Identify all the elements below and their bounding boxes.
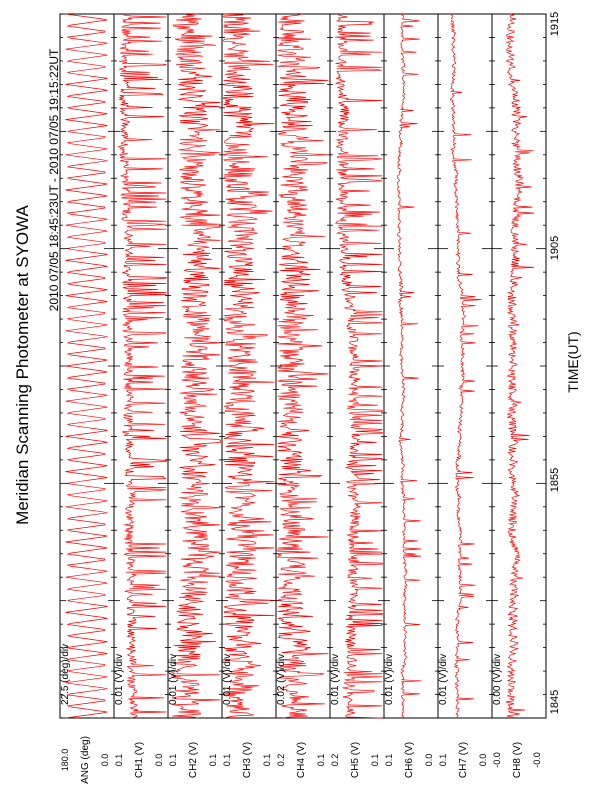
x-tick-label: 1905 [549,235,561,261]
channel-label: CH5 (V) [350,741,361,779]
y-tick-label: 0.1 [370,753,380,767]
y-tick-label: 0.1 [114,753,124,767]
scale-label: 22.5 (deg)/div [60,643,71,705]
y-tick-label: 0.2 [330,753,340,767]
scale-label: 0.01 (V)/div [438,653,449,705]
y-tick-label: -0.0 [532,752,542,768]
y-tick-label: 0.1 [262,753,272,767]
scale-label: 0.00 (V)/div [492,653,503,705]
y-tick-label: 0.1 [208,753,218,767]
y-tick-label: 0.0 [424,753,434,767]
scale-label: 0.01 (V)/div [168,653,179,705]
channel-label: ANG (deg) [80,736,91,784]
scale-label: 0.01 (V)/div [384,653,395,705]
scale-label: 0.01 (V)/div [222,653,233,705]
time-range-label: 2010 07/05 18:45:23UT - 2010 07/05 19:15:22UT [47,48,61,312]
x-axis-title: TIME(UT) [565,331,581,393]
y-tick-label: 0.1 [316,753,326,767]
channel-label: CH8 (V) [512,741,523,779]
y-tick-label: 0.0 [478,753,488,767]
x-tick-label: 1855 [549,467,561,493]
y-tick-label: -0.0 [492,752,502,768]
channel-label: CH2 (V) [188,741,199,779]
channel-label: CH1 (V) [134,741,145,779]
y-tick-label: 0.0 [154,753,164,767]
y-tick-label: 0.1 [438,753,448,767]
y-tick-label: 180.0 [60,748,70,772]
scale-label: 0.01 (V)/div [330,653,341,705]
y-tick-label: 0.1 [168,753,178,767]
channel-label: CH7 (V) [458,741,469,779]
channel-label: CH6 (V) [404,741,415,779]
x-tick-label: 1845 [549,689,561,715]
chart-title: Meridian Scanning Photometer at SYOWA [13,205,32,525]
x-tick-label: 1915 [549,11,561,37]
channel-label: CH4 (V) [296,741,307,779]
y-tick-label: 0.1 [222,753,232,767]
y-tick-label: 0.0 [100,753,110,767]
scale-label: 0.02 (V)/div [276,653,287,705]
channel-label: CH3 (V) [242,741,253,779]
y-tick-label: 0.2 [276,753,286,767]
y-tick-label: 0.1 [384,753,394,767]
scale-label: 0.01 (V)/div [114,653,125,705]
